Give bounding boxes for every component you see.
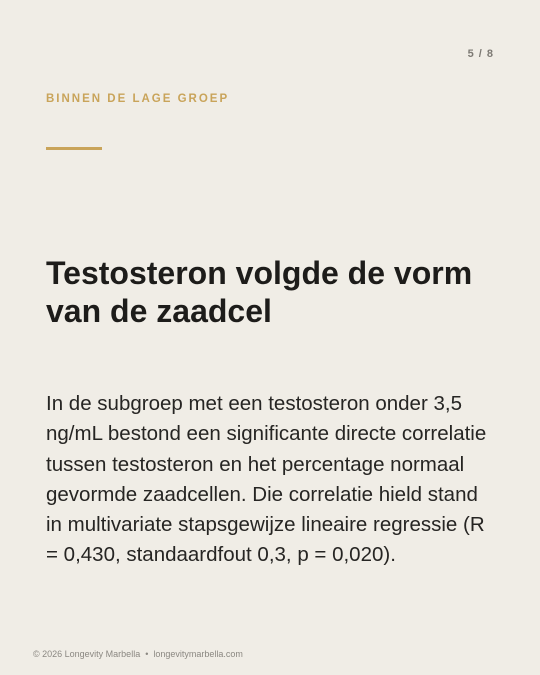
footer-separator: •	[145, 649, 149, 659]
section-eyebrow: BINNEN DE LAGE GROEP	[46, 93, 230, 105]
page-counter: 5 / 8	[467, 48, 494, 60]
footer-website-link[interactable]: longevitymarbella.com	[153, 649, 243, 659]
footer-copyright: © 2026 Longevity Marbella	[33, 649, 141, 659]
accent-divider	[46, 147, 102, 150]
footer	[33, 649, 243, 659]
body-paragraph: In de subgroep met een testosteron onder 3,5 ng/mL bestond een significante directe correlatie tussen testosteron en het percentage normaal gevormde zaadcellen. Die correlatie hield stand in multivariate stapsgewijze lineaire regressie (R = 0,430, standaardfout 0,3, p = 0,020).	[46, 392, 487, 567]
headline: Testosteron volgde de vorm van de zaadcel	[46, 255, 473, 329]
